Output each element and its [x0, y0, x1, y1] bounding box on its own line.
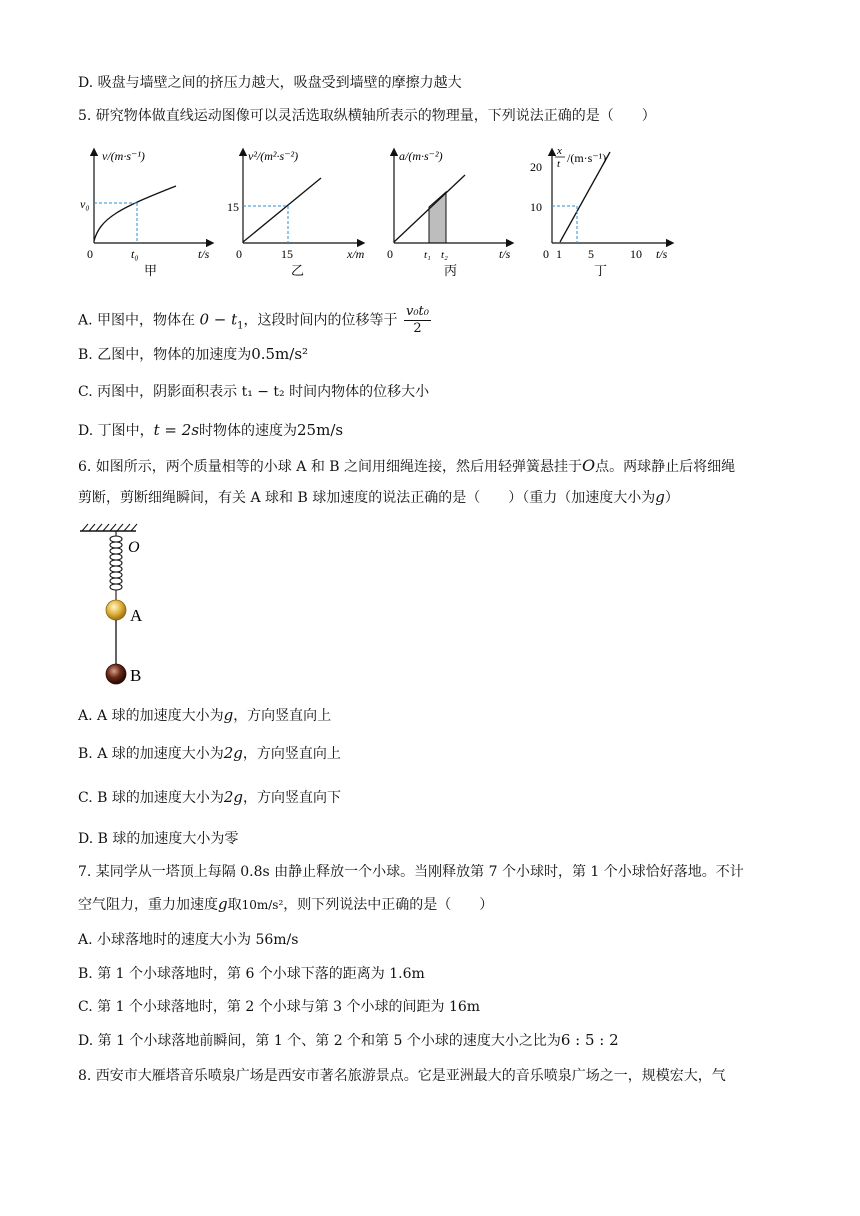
q5-option-c: C. 丙图中，阴影面积表示 t₁ − t₂ 时间内物体的位移大小 — [78, 384, 430, 400]
yi-xlabel: x/m — [347, 247, 365, 261]
bing-caption: 丙 — [444, 263, 458, 278]
ball-a-label: A — [130, 606, 143, 625]
q4-option-d: D. 吸盘与墙壁之间的挤压力越大，吸盘受到墙壁的摩擦力越大 — [78, 75, 462, 91]
bing-shaded-area — [429, 192, 446, 243]
yi-xtick: 15 — [281, 247, 293, 261]
graph-yi — [227, 149, 365, 278]
bing-xtick-t1: t₁ — [424, 249, 431, 261]
q5-graphs-figure — [0, 138, 860, 283]
spring — [110, 531, 122, 600]
q7-stem-line2: 空气阻力，重力加速度g取10m/s²，则下列说法中正确的是（ ） — [78, 895, 494, 913]
ding-line — [560, 152, 610, 242]
ding-xtick-1: 1 — [556, 247, 562, 261]
ding-caption: 丁 — [594, 263, 608, 278]
ceiling-hatch — [82, 524, 137, 531]
q5-stem: 5. 研究物体做直线运动图像可以灵活选取纵横轴所表示的物理量，下列说法正确的是（ ） — [78, 108, 656, 124]
q5-option-d: D. 丁图中，t = 2s时物体的速度为25m/s — [78, 421, 344, 439]
jia-caption: 甲 — [144, 263, 158, 278]
bing-ylabel: a/(m·s⁻²) — [399, 149, 443, 163]
q6-option-a: A. A 球的加速度大小为g，方向竖直向上 — [78, 706, 332, 724]
q5-option-a-fraction: $\frac{\text{v₀t₀}}{2}$ — [405, 304, 429, 336]
q8-stem-line1: 8. 西安市大雁塔音乐喷泉广场是西安市著名旅游景点。它是亚洲最大的音乐喷泉广场之一，规模宏大，气 — [78, 1068, 726, 1084]
q7-stem-line1: 7. 某同学从一塔顶上每隔 0.8s 由静止释放一个小球。当刚释放第 7 个小球时，第 1 个小球恰好落地。不计 — [78, 864, 744, 880]
q6-option-b: B. A 球的加速度大小为2g，方向竖直向上 — [78, 744, 341, 762]
bing-xtick-t2: t₂ — [441, 249, 448, 261]
graph-ding — [530, 145, 672, 278]
q7-option-d: D. 第 1 个小球落地前瞬间，第 1 个、第 2 个和第 5 个小球的速度大小之比为6 : 5 : 2 — [78, 1031, 619, 1049]
q6-stem-line1: 6. 如图所示，两个质量相等的小球 A 和 B 之间用细绳连接，然后用轻弹簧悬挂于O点。两球静止后将细绳 — [78, 456, 736, 475]
jia-origin: 0 — [87, 247, 93, 261]
q7-option-c: C. 第 1 个小球落地时，第 2 个小球与第 3 个小球的间距为 16m — [78, 999, 481, 1015]
jia-xtick: t₀ — [131, 247, 139, 261]
bing-origin: 0 — [387, 247, 393, 261]
q6-option-d: D. B 球的加速度大小为零 — [78, 831, 239, 847]
q5-option-a: A. 甲图中，物体在 $0 - t_1$，这段时间内的位移等于 $\frac{\text{v₀t₀}}{2}$ — [78, 304, 429, 336]
ding-xtick-5: 5 — [588, 247, 594, 261]
ding-xtick-10: 10 — [630, 247, 642, 261]
q7-option-b: B. 第 1 个小球落地时，第 6 个小球下落的距离为 1.6m — [78, 966, 425, 982]
ball-a — [106, 600, 126, 620]
yi-ytick: 15 — [227, 200, 239, 214]
yi-line — [243, 178, 321, 242]
q6-option-c: C. B 球的加速度大小为2g，方向竖直向下 — [78, 788, 342, 806]
yi-ylabel: v²/(m²·s⁻²) — [248, 149, 299, 163]
graph-jia — [80, 149, 212, 278]
jia-xlabel: t/s — [198, 247, 210, 261]
q7-option-a: A. 小球落地时的速度大小为 56m/s — [78, 932, 299, 948]
ding-ylabel-den: t — [557, 158, 561, 170]
q6-spring-figure — [72, 518, 192, 688]
ball-b-label: B — [130, 666, 142, 685]
yi-origin: 0 — [236, 247, 242, 261]
ball-b — [106, 664, 126, 684]
ding-ytick-20: 20 — [530, 160, 542, 174]
yi-caption: 乙 — [291, 263, 305, 278]
jia-ylabel: v/(m·s⁻¹) — [102, 149, 145, 163]
ding-ylabel: /(m·s⁻¹) — [567, 151, 607, 165]
jia-ytick: v₀ — [80, 197, 90, 211]
point-o-label: O — [128, 539, 140, 556]
q5-option-b: B. 乙图中，物体的加速度为0.5m/s² — [78, 345, 309, 363]
ding-xlabel: t/s — [656, 247, 668, 261]
graph-bing — [387, 149, 512, 278]
jia-curve — [94, 186, 176, 241]
ding-ytick-10: 10 — [530, 200, 542, 214]
ding-ylabel-num: x — [557, 145, 562, 157]
bing-xlabel: t/s — [499, 247, 511, 261]
ding-origin: 0 — [543, 247, 549, 261]
q6-stem-line2: 剪断，剪断细绳瞬间，有关 A 球和 B 球加速度的说法正确的是（ ）（重力（加速度大小为g） — [78, 488, 679, 506]
